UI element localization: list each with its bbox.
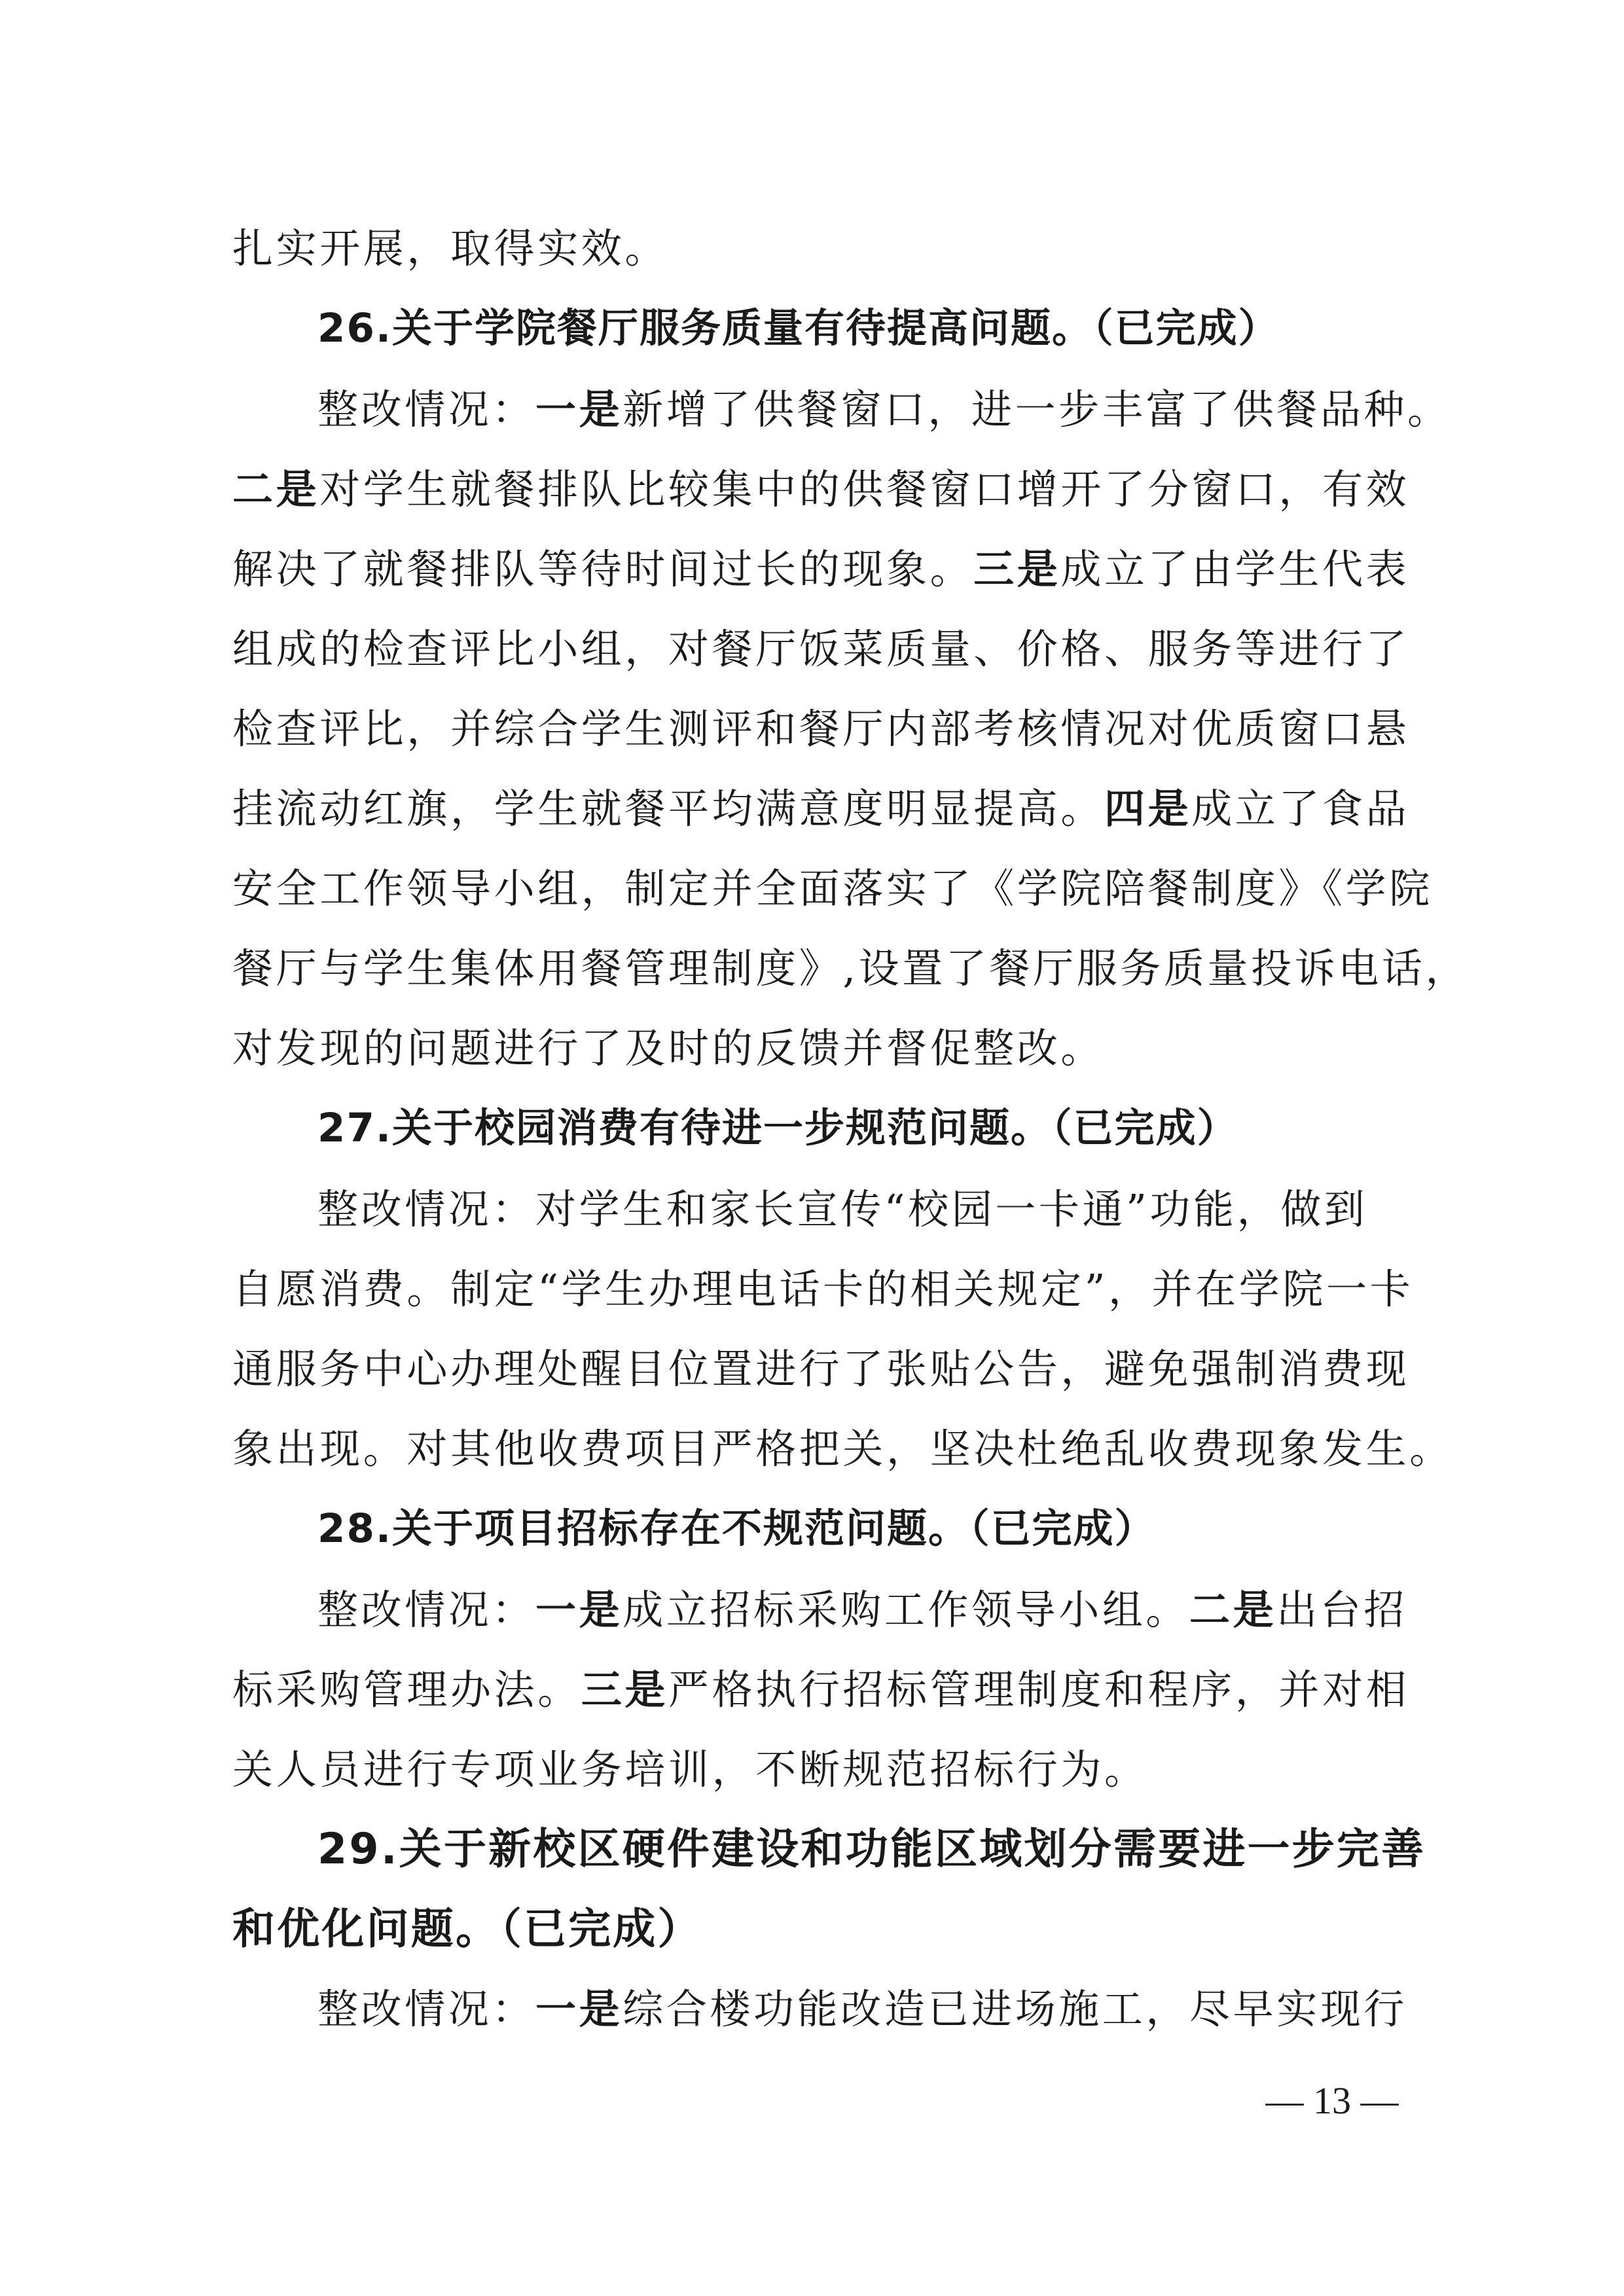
line-text: 自愿消费。制定“学生办理电话卡的相关规定”，并在学院一卡 bbox=[232, 1265, 1414, 1313]
line-text: 组成的检查评比小组，对餐厅饭菜质量、价格、服务等进行了 bbox=[232, 625, 1410, 673]
line-text: 通服务中心办理处醒目位置进行了张贴公告，避免强制消费现 bbox=[232, 1345, 1410, 1393]
paragraph-line bbox=[232, 853, 1433, 925]
lead-text: 整改情况： bbox=[317, 386, 536, 433]
paragraph-line bbox=[232, 1333, 1411, 1405]
paragraph-line bbox=[232, 933, 1470, 1005]
keyword: 一是 bbox=[535, 386, 623, 433]
keyword: 一是 bbox=[535, 1985, 623, 2033]
paragraph-line bbox=[232, 533, 1411, 605]
keyword: 三是 bbox=[581, 1666, 669, 1713]
paragraph-line bbox=[317, 1574, 1496, 1646]
line-text: 成立了食品 bbox=[1191, 785, 1410, 833]
line-text: 挂流动红旗，学生就餐平均满意度明显提高。 bbox=[232, 785, 1105, 833]
line-text: 餐厅与学生集体用餐管理制度》,设置了餐厅服务质量投诉电话， bbox=[232, 944, 1470, 992]
paragraph-line bbox=[232, 454, 1411, 526]
paragraph-line bbox=[232, 213, 1411, 285]
paragraph-line bbox=[232, 773, 1411, 845]
paragraph-line bbox=[232, 1013, 1411, 1085]
line-text: 成立招标采购工作领导小组。 bbox=[623, 1586, 1190, 1634]
paragraph-line bbox=[232, 693, 1411, 765]
lead-text: 整改情况： bbox=[317, 1985, 536, 2033]
paragraph-line bbox=[232, 1654, 1411, 1726]
section-heading-28 bbox=[317, 1493, 1496, 1565]
heading-text: 27.关于校园消费有待进一步规范问题。（已完成） bbox=[317, 1105, 1238, 1151]
line-text: 对学生就餐排队比较集中的供餐窗口增开了分窗口，有效 bbox=[319, 465, 1410, 513]
heading-text: 26.关于学院餐厅服务质量有待提高问题。（已完成） bbox=[317, 305, 1280, 351]
paragraph-line bbox=[232, 1413, 1453, 1485]
keyword: 二是 bbox=[1189, 1586, 1277, 1634]
line-text: 严格执行招标管理制度和程序，并对相 bbox=[668, 1666, 1410, 1713]
line-text: 检查评比，并综合学生测评和餐厅内部考核情况对优质窗口悬 bbox=[232, 705, 1410, 753]
line-text: 关人员进行专项业务培训，不断规范招标行为。 bbox=[232, 1746, 1148, 1793]
keyword: 三是 bbox=[973, 545, 1061, 593]
line-text: 解决了就餐排队等待时间过长的现象。 bbox=[232, 545, 974, 593]
line-text: 整改情况：对学生和家长宣传“校园一卡通”功能，做到 bbox=[317, 1185, 1368, 1233]
lead-text: 整改情况： bbox=[317, 1586, 536, 1634]
line-text: 出台招 bbox=[1276, 1586, 1408, 1634]
section-heading-27 bbox=[317, 1092, 1496, 1164]
paragraph-line bbox=[232, 1734, 1411, 1806]
paragraph-line bbox=[232, 1253, 1414, 1325]
line-text: 新增了供餐窗口，进一步丰富了供餐品种。 bbox=[623, 386, 1451, 433]
line-text: 标采购管理办法。 bbox=[232, 1666, 581, 1713]
paragraph-line bbox=[317, 1174, 1496, 1246]
line-text: 综合楼功能改造已进场施工，尽早实现行 bbox=[623, 1985, 1408, 2033]
keyword: 四是 bbox=[1104, 785, 1192, 833]
page-number: — 13 — bbox=[1265, 2079, 1399, 2122]
line-text: 象出现。对其他收费项目严格把关，坚决杜绝乱收费现象发生。 bbox=[232, 1425, 1453, 1473]
paragraph-line bbox=[232, 613, 1411, 685]
line-text: 扎实开展，取得实效。 bbox=[232, 224, 669, 272]
keyword: 一是 bbox=[535, 1586, 623, 1634]
heading-text: 28.关于项目招标存在不规范问题。（已完成） bbox=[317, 1505, 1156, 1552]
paragraph-line bbox=[317, 374, 1496, 446]
paragraph-line bbox=[317, 1973, 1496, 2045]
section-heading-29 bbox=[317, 1814, 1496, 1886]
keyword: 二是 bbox=[232, 465, 320, 513]
line-text: 成立了由学生代表 bbox=[1060, 545, 1410, 593]
heading-text: 和优化问题。（已完成） bbox=[232, 1905, 702, 1954]
heading-text: 29.关于新校区硬件建设和功能区域划分需要进一步完善 bbox=[317, 1825, 1426, 1874]
line-text: 安全工作领导小组，制定并全面落实了《学院陪餐制度》《学院 bbox=[232, 865, 1433, 912]
section-heading-26 bbox=[317, 293, 1496, 365]
line-text: 对发现的问题进行了及时的反馈并督促整改。 bbox=[232, 1024, 1105, 1072]
section-heading-29-continued bbox=[232, 1893, 1411, 1965]
